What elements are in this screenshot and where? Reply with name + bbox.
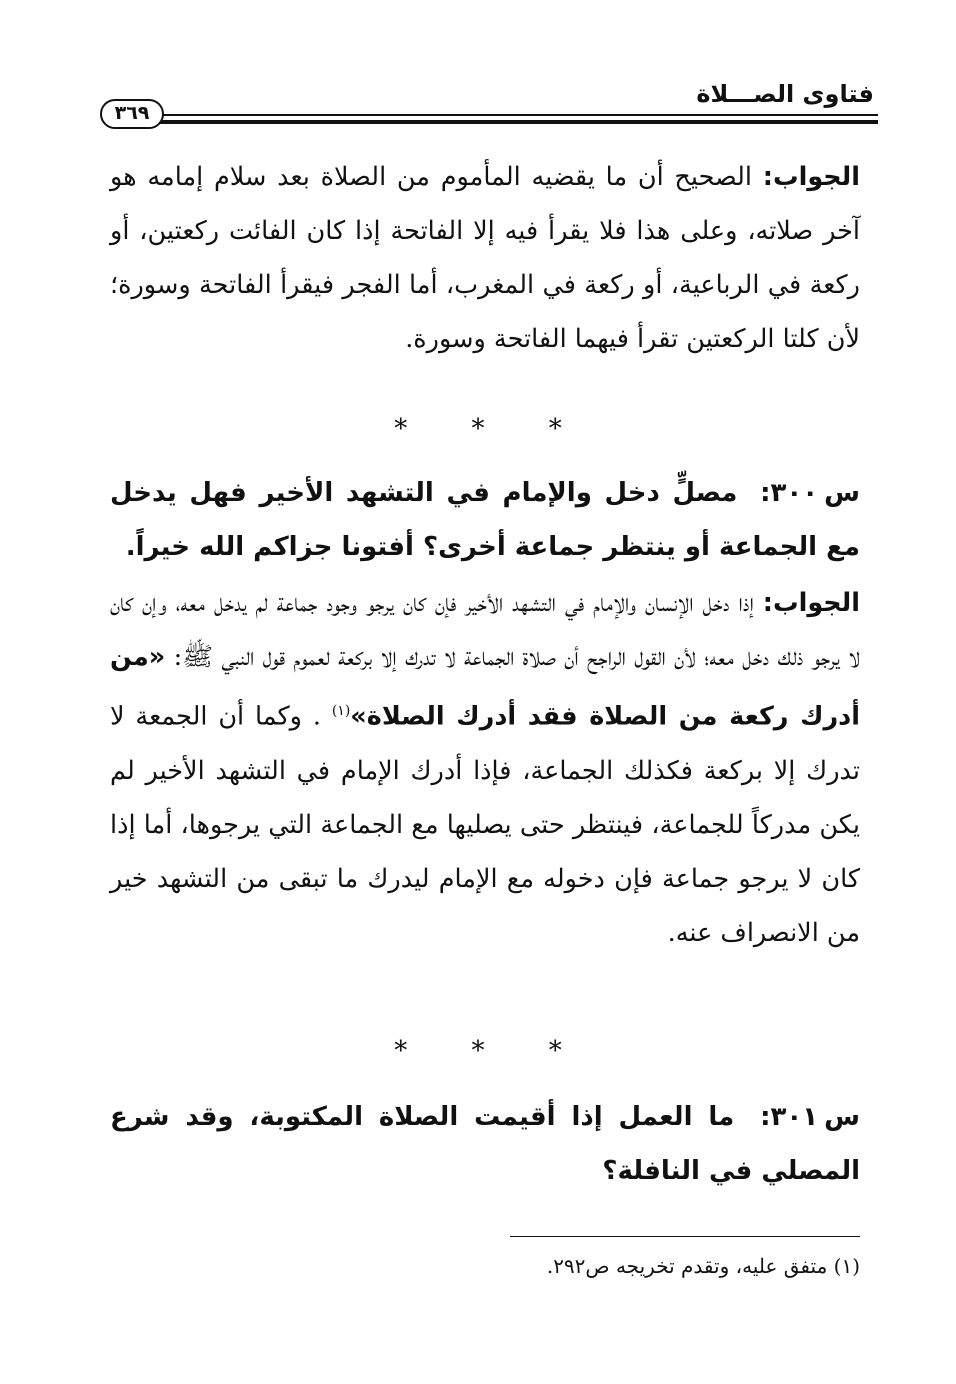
question-300 [110, 466, 860, 574]
footnote-reference: (١) [331, 703, 351, 719]
question-text: مصلٍّ دخل والإمام في التشهد الأخير فهل يدخل مع الجماعة أو ينتظر جماعة أخرى؟ أفتونا جزاكم الله خيراً. [110, 478, 860, 562]
question-number: ٣٠١: [760, 1102, 819, 1132]
question-marker: س [824, 478, 860, 508]
answer-paragraph-2 [110, 576, 860, 960]
question-text: ما العمل إذا أقيمت الصلاة المكتوبة، وقد شرع المصلي في النافلة؟ [110, 1102, 860, 1186]
question-marker: س [824, 1102, 860, 1132]
running-header-title: فتاوى الصـــلاة [696, 80, 874, 108]
answer-text-part1: إذا دخل الإنسان والإمام في التشهد الأخير فإن كان يرجو وجود جماعة لم يدخل معه، وإن كان لا يرجو ذلك دخل معه؛ لأن القول الراجح أن صلاة الجماعة لا تدرك إلا بركعة لعموم قول النبي ﷺ: [110, 588, 861, 672]
footnote: (١) متفق عليه، وتقدم تخريجه ص٢٩٢. [546, 1254, 860, 1278]
header-rule [156, 114, 878, 116]
answer-paragraph-1 [110, 150, 860, 366]
answer-text-part2: . وكما أن الجمعة لا تدرك إلا بركعة فكذلك الجماعة، فإذا أدرك الإمام في التشهد الأخير لم يكن مدركاً للجماعة، فينتظر حتى يصليها مع الجماعة التي يرجوها، أما إذا كان لا يرجو جماعة فإن دخوله مع الإمام ليدرك ما تبقى من التشهد خير من الانصراف عنه. [110, 701, 860, 948]
question-number: ٣٠٠: [760, 478, 819, 508]
hadith-quote: «من أدرك ركعة من الصلاة فقد أدرك الصلاة» [110, 642, 860, 732]
answer-text: الصحيح أن ما يقضيه المأموم من الصلاة بعد سلام إمامه هو آخر صلاته، وعلى هذا فلا يقرأ فيه إلا الفاتحة إذا كان الفائت ركعتين، أو ركعة في الرباعية، أو ركعة في المغرب، أما الفجر فيقرأ الفاتحة وسورة؛ لأن كلتا الركعتين تقرأ فيهما الفاتحة وسورة. [110, 162, 860, 354]
header-rule-thick [156, 120, 878, 124]
footnote-rule [510, 1236, 860, 1237]
answer-label: الجواب: [762, 588, 860, 618]
answer-label: الجواب: [762, 162, 860, 192]
question-301 [110, 1090, 860, 1198]
section-separator: * * * [394, 1036, 590, 1066]
page-number-badge: ٣٦٩ [100, 99, 164, 129]
section-separator: * * * [394, 414, 590, 444]
